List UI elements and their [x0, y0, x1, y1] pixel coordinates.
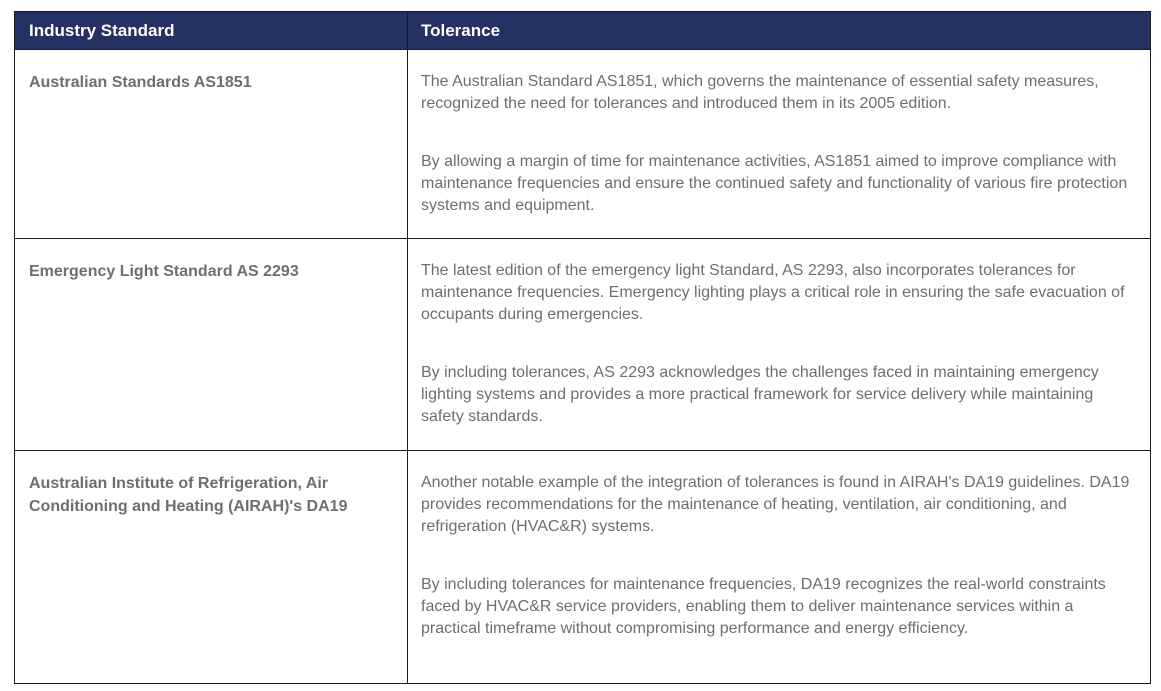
standards-tolerance-table: [14, 11, 1151, 684]
tolerance-cell: [408, 239, 1151, 451]
tolerance-paragraph: By allowing a margin of time for maintenance activities, AS1851 aimed to improve compliance with maintenance frequencies and ensure the continued safety and functionality of various fire protection systems and equipment.: [421, 153, 1128, 214]
tolerance-paragraph: By including tolerances for maintenance frequencies, DA19 recognizes the real-world constraints faced by HVAC&R service providers, enabling them to deliver maintenance services within a practical timeframe without compromising performance and energy efficiency.: [421, 576, 1106, 637]
standard-cell: Australian Standards AS1851: [15, 50, 408, 239]
column-header-industry-standard: Industry Standard: [15, 12, 408, 50]
column-header-tolerance: Tolerance: [408, 12, 1151, 50]
table-row: [15, 239, 1151, 451]
tolerance-paragraph: By including tolerances, AS 2293 acknowledges the challenges faced in maintaining emergency lighting systems and provides a more practical framework for service delivery while maintaining safety standards.: [421, 364, 1099, 425]
table-body: [15, 50, 1151, 684]
tolerance-cell: [408, 50, 1151, 239]
tolerance-paragraph: The Australian Standard AS1851, which governs the maintenance of essential safety measures, recognized the need for tolerances and introduced them in its 2005 edition.: [421, 73, 1099, 112]
standard-cell: Australian Institute of Refrigeration, Air Conditioning and Heating (AIRAH)'s DA19: [15, 451, 408, 684]
table-row: [15, 50, 1151, 239]
tolerance-paragraph: Another notable example of the integration of tolerances is found in AIRAH's DA19 guidelines. DA19 provides recommendations for the maintenance of heating, ventilation, air conditioning, and refrigeration (HVAC&R) systems.: [421, 474, 1130, 535]
tolerance-cell: [408, 451, 1151, 684]
table-header: [15, 12, 1151, 50]
header-row: [15, 12, 1151, 50]
table-row: [15, 451, 1151, 684]
tolerance-paragraph: The latest edition of the emergency light Standard, AS 2293, also incorporates tolerances for maintenance frequencies. Emergency lighting plays a critical role in ensuring the safe evacuation of occupants during emergencies.: [421, 262, 1125, 323]
standard-cell: Emergency Light Standard AS 2293: [15, 239, 408, 451]
